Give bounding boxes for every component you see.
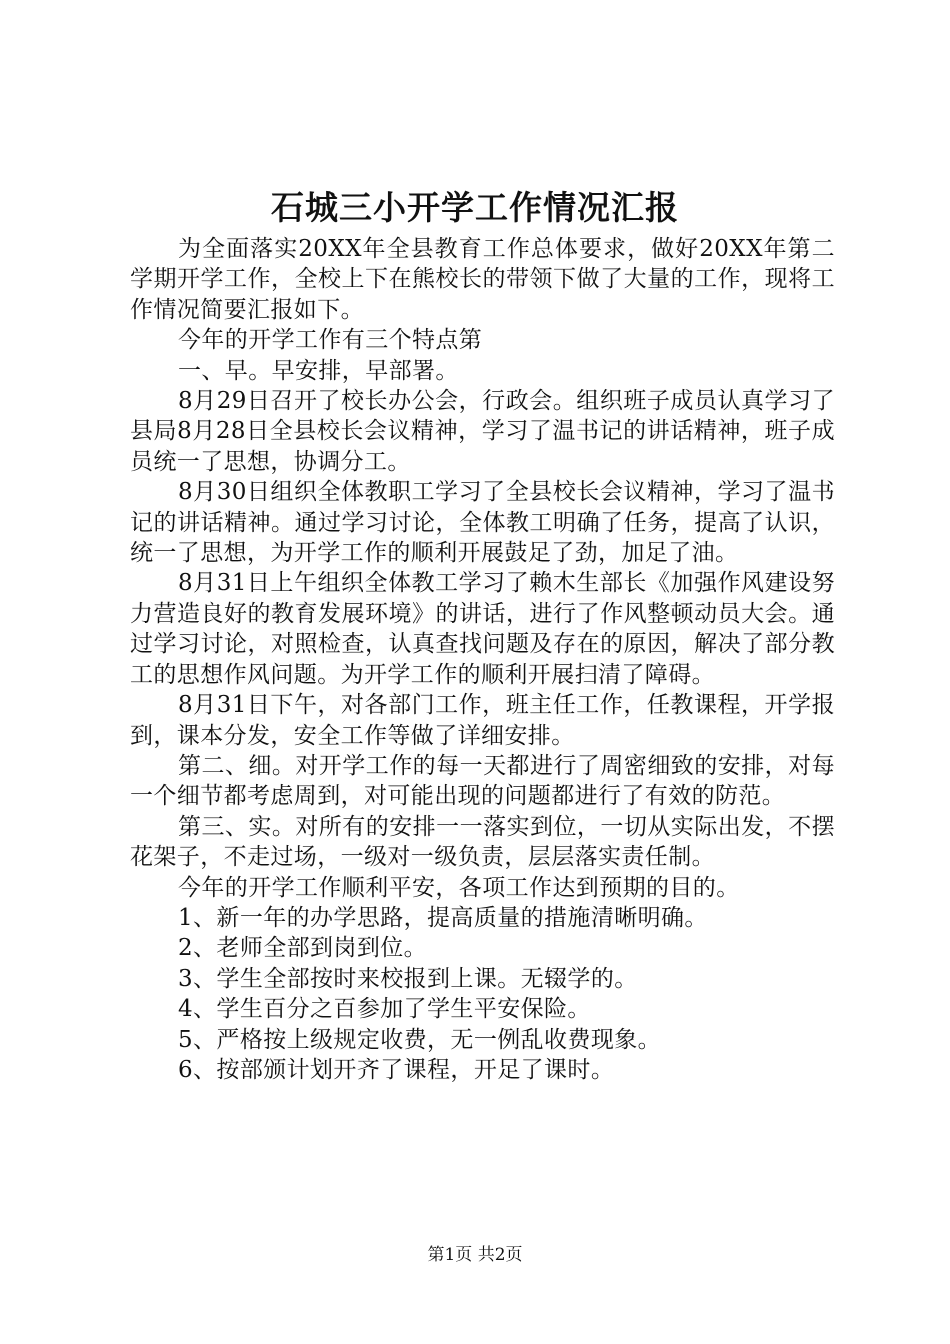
- list-item: 5、严格按上级规定收费，无一例乱收费现象。: [178, 1026, 662, 1053]
- paragraph-features-heading: 今年的开学工作有三个特点第: [178, 327, 483, 354]
- paragraph-point-early: 一、早。早安排，早部署。: [178, 357, 459, 384]
- paragraph-point-detailed: 第二、细。对开学工作的每一天都进行了周密细致的安排，对每一个细节都考虑周到，对可能出现的问题都进行了有效的防范。: [130, 752, 835, 810]
- document-body: [130, 234, 835, 1085]
- paragraph-intro: 为全面落实20XX年全县教育工作总体要求，做好20XX年第二学期开学工作，全校上下在熊校长的带领下做了大量的工作，现将工作情况简要汇报如下。: [130, 236, 835, 323]
- list-item: 4、学生百分之百参加了学生平安保险。: [178, 996, 591, 1023]
- list-item: 1、新一年的办学思路，提高质量的措施清晰明确。: [178, 904, 708, 931]
- document-title: 石城三小开学工作情况汇报: [271, 188, 679, 227]
- list-item: 2、老师全部到岗到位。: [178, 935, 428, 962]
- page-number-footer: 第1页 共2页: [427, 1245, 523, 1265]
- paragraph-aug-31-morning: 8月31日上午组织全体教工学习了赖木生部长《加强作风建设努力营造良好的教育发展环境》的讲话，进行了作风整顿动员大会。通过学习讨论，对照检查，认真查找问题及存在的原因，解决了部分教工的思想作风问题。为开学工作的顺利开展扫清了障碍。: [130, 570, 835, 688]
- list-item: 6、按部颁计划开齐了课程，开足了课时。: [178, 1056, 615, 1083]
- list-item: 3、学生全部按时来校报到上课。无辍学的。: [178, 965, 638, 992]
- paragraph-aug-29: 8月29日召开了校长办公会，行政会。组织班子成员认真学习了县局8月28日全县校长会议精神，学习了温书记的讲话精神，班子成员统一了思想，协调分工。: [130, 388, 835, 475]
- paragraph-aug-31-afternoon: 8月31日下午，对各部门工作，班主任工作，任教课程，开学报到，课本分发，安全工作等做了详细安排。: [130, 692, 835, 749]
- paragraph-point-practical: 第三、实。对所有的安排一一落实到位，一切从实际出发，不摆花架子，不走过场，一级对一级负责，层层落实责任制。: [130, 813, 835, 871]
- paragraph-aug-30: 8月30日组织全体教职工学习了全县校长会议精神，学习了温书记的讲话精神。通过学习讨论，全体教工明确了任务，提高了认识，统一了思想，为开学工作的顺利开展鼓足了劲，加足了油。: [130, 479, 835, 567]
- paragraph-results-heading: 今年的开学工作顺利平安，各项工作达到预期的目的。: [178, 874, 740, 901]
